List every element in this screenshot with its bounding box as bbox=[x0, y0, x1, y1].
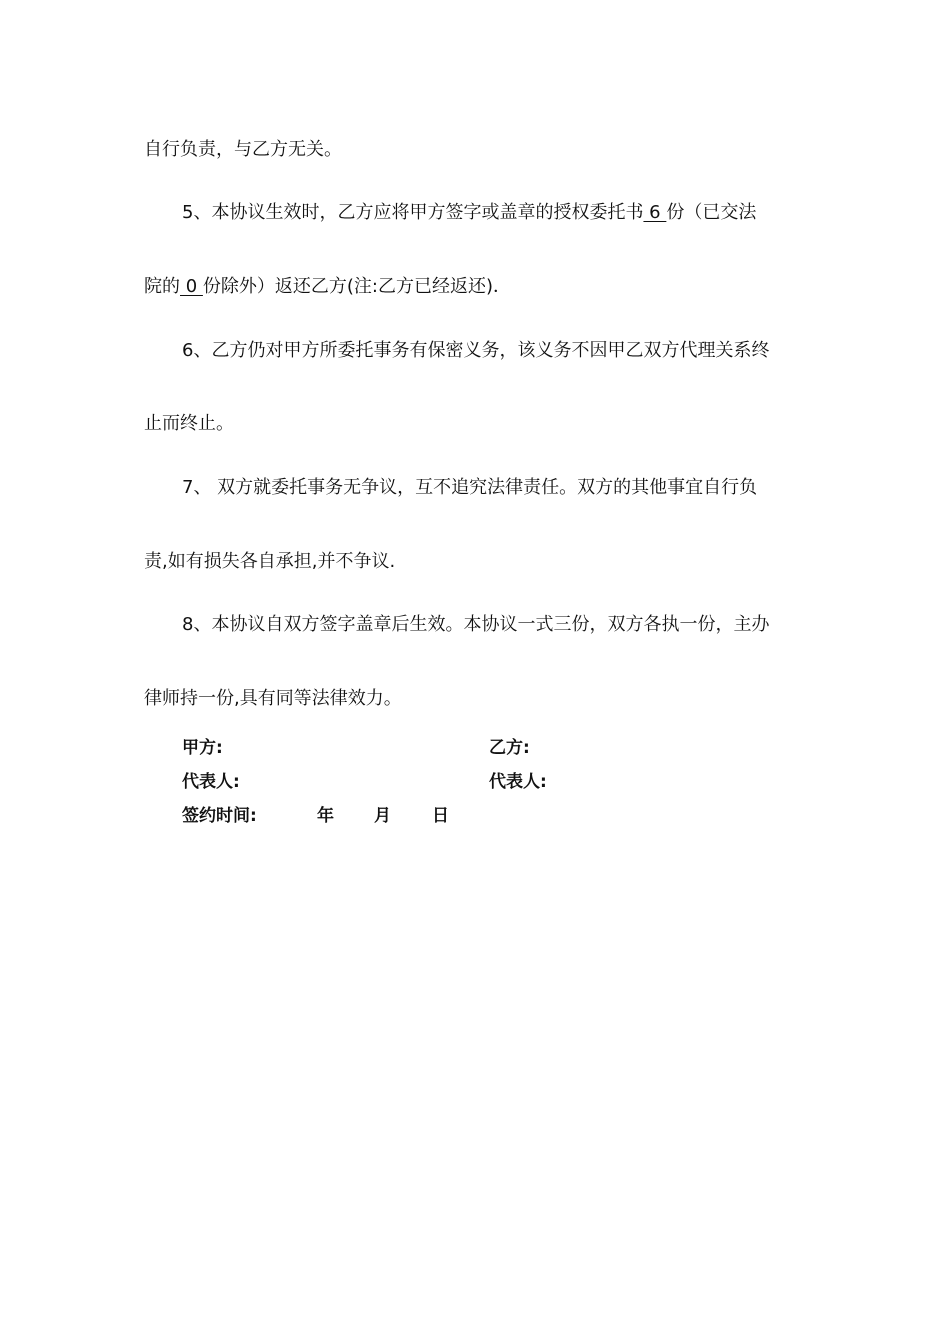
party-b-label: 乙方: bbox=[489, 738, 530, 758]
clause-6-line-2 bbox=[144, 412, 234, 436]
text-span: 院的 bbox=[144, 276, 180, 297]
clause-5-line-1 bbox=[182, 201, 756, 225]
text-span: 6、乙方仍对甲方所委托事务有保密义务，该义务不因甲乙双方代理关系终 bbox=[182, 340, 770, 361]
text-span: 止而终止。 bbox=[144, 413, 234, 434]
party-a-label: 甲方: bbox=[182, 738, 223, 758]
text-span: 律师持一份,具有同等法律效力。 bbox=[144, 688, 402, 709]
day-label: 日 bbox=[432, 806, 449, 826]
court-copies-count-filled: 0 bbox=[180, 276, 203, 297]
signing-date-label: 签约时间: bbox=[182, 806, 257, 826]
clause-7-line-1 bbox=[182, 476, 757, 500]
text-span: 8、本协议自双方签字盖章后生效。本协议一式三份，双方各执一份，主办 bbox=[182, 614, 770, 635]
text-span: 自行负责，与乙方无关。 bbox=[144, 139, 342, 160]
clause-5-line-2 bbox=[144, 275, 511, 299]
representative-b-label: 代表人: bbox=[489, 772, 547, 792]
representative-a-label: 代表人: bbox=[182, 772, 240, 792]
text-span: 份（已交法 bbox=[666, 202, 757, 223]
month-label: 月 bbox=[374, 806, 391, 826]
clause-6-line-1 bbox=[182, 339, 769, 363]
year-label: 年 bbox=[317, 806, 334, 826]
clause-8-line-2 bbox=[144, 687, 402, 711]
text-span: 份除外）返还乙方(注:乙方已经返还)． bbox=[202, 276, 512, 297]
text-span: 责,如有损失各自承担,并不争议. bbox=[144, 551, 396, 572]
text-span: 7、 双方就委托事务无争议，互不追究法律责任。双方的其他事宜自行负 bbox=[182, 477, 758, 498]
text-span: 5、本协议生效时，乙方应将甲方签字或盖章的授权委托书 bbox=[182, 202, 644, 223]
clause-7-line-2 bbox=[144, 550, 395, 574]
copies-count-filled: 6 bbox=[643, 202, 667, 223]
paragraph-line-continuation bbox=[144, 138, 342, 162]
clause-8-line-1 bbox=[182, 613, 769, 637]
